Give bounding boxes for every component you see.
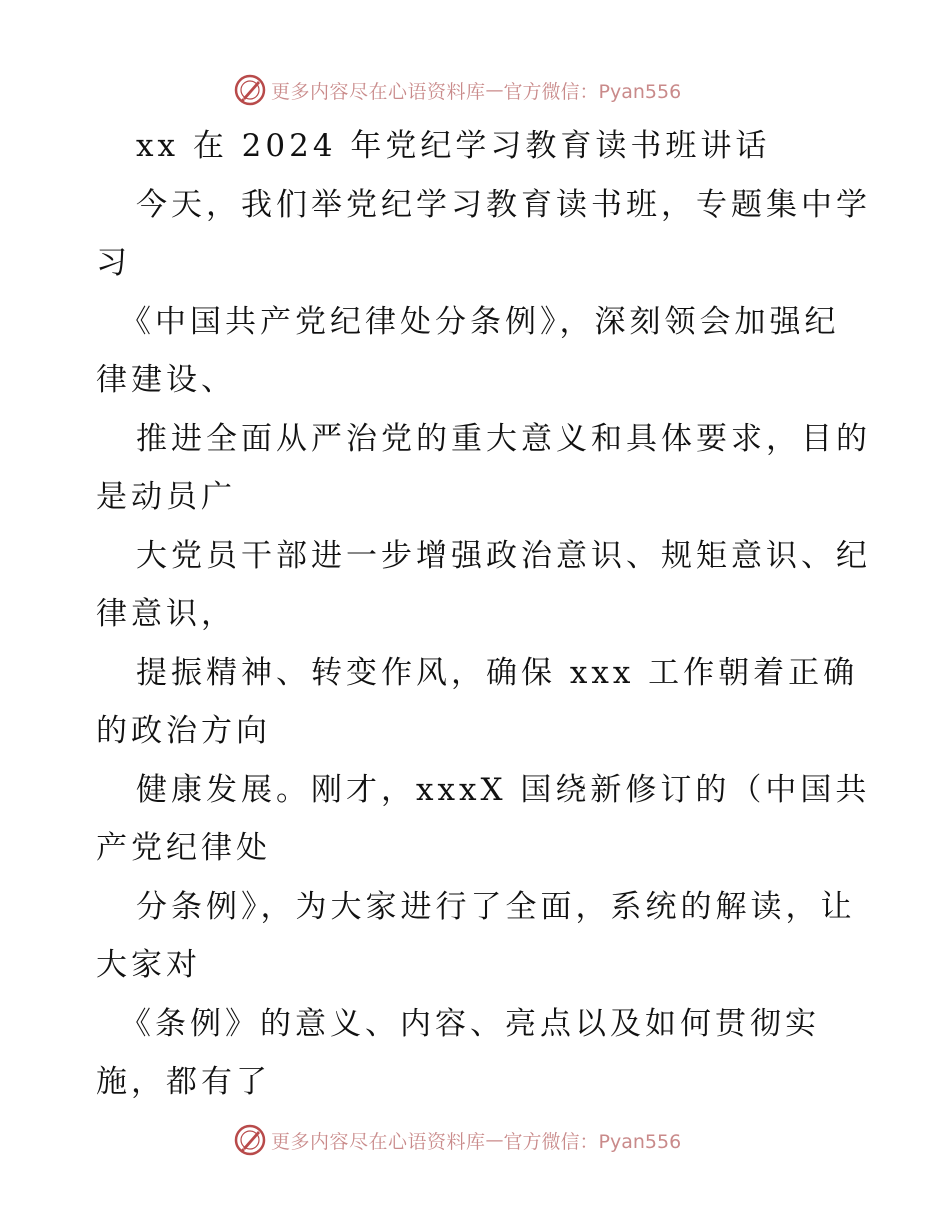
doc-line: 提振精神、转变作风，确保 xxx 工作朝着正确 bbox=[136, 655, 859, 691]
footer-watermark bbox=[234, 1122, 681, 1158]
doc-line: 律建设、 bbox=[96, 362, 236, 398]
doc-line: 律意识， bbox=[96, 596, 236, 632]
doc-line: 大家对 bbox=[96, 947, 201, 983]
doc-line: 分条例》，为大家进行了全面，系统的解读，让 bbox=[136, 889, 856, 925]
doc-line: 习 bbox=[96, 245, 131, 281]
header-watermark-wechat: 官方微信：Pyan556 bbox=[503, 80, 682, 103]
doc-line: 的政治方向 bbox=[96, 713, 271, 749]
header-watermark bbox=[234, 72, 681, 108]
doc-line: 产党纪律处 bbox=[96, 830, 271, 866]
doc-line: 大党员干部进一步增强政治意识、规矩意识、纪 bbox=[136, 538, 871, 574]
header-watermark-text: 更多内容尽在心语资料库 bbox=[271, 80, 486, 103]
doc-line: 施，都有了 bbox=[96, 1064, 271, 1100]
doc-title: xx 在 2024 年党纪学习教育读书班讲话 bbox=[136, 128, 771, 164]
doc-line: 健康发展。刚才，xxxX 国绕新修订的（中国共 bbox=[136, 772, 871, 808]
doc-line: 今天，我们举党纪学习教育读书班，专题集中学 bbox=[136, 187, 871, 223]
doc-line: 《中国共产党纪律处分条例》，深刻领会加强纪 bbox=[120, 304, 840, 340]
doc-line: 《条例》的意义、内容、亮点以及如何贯彻实 bbox=[120, 1006, 820, 1042]
footer-watermark-wechat: 官方微信：Pyan556 bbox=[503, 1130, 682, 1153]
footer-watermark-text: 更多内容尽在心语资料库 bbox=[271, 1130, 486, 1153]
footer-watermark-separator: — bbox=[485, 1129, 504, 1151]
quill-logo-icon bbox=[234, 1124, 266, 1156]
quill-logo-icon bbox=[234, 74, 266, 106]
header-watermark-separator: — bbox=[485, 79, 504, 101]
doc-line: 是动员广 bbox=[96, 479, 236, 515]
doc-line: 推进全面从严治党的重大意义和具体要求，目的 bbox=[136, 421, 871, 457]
